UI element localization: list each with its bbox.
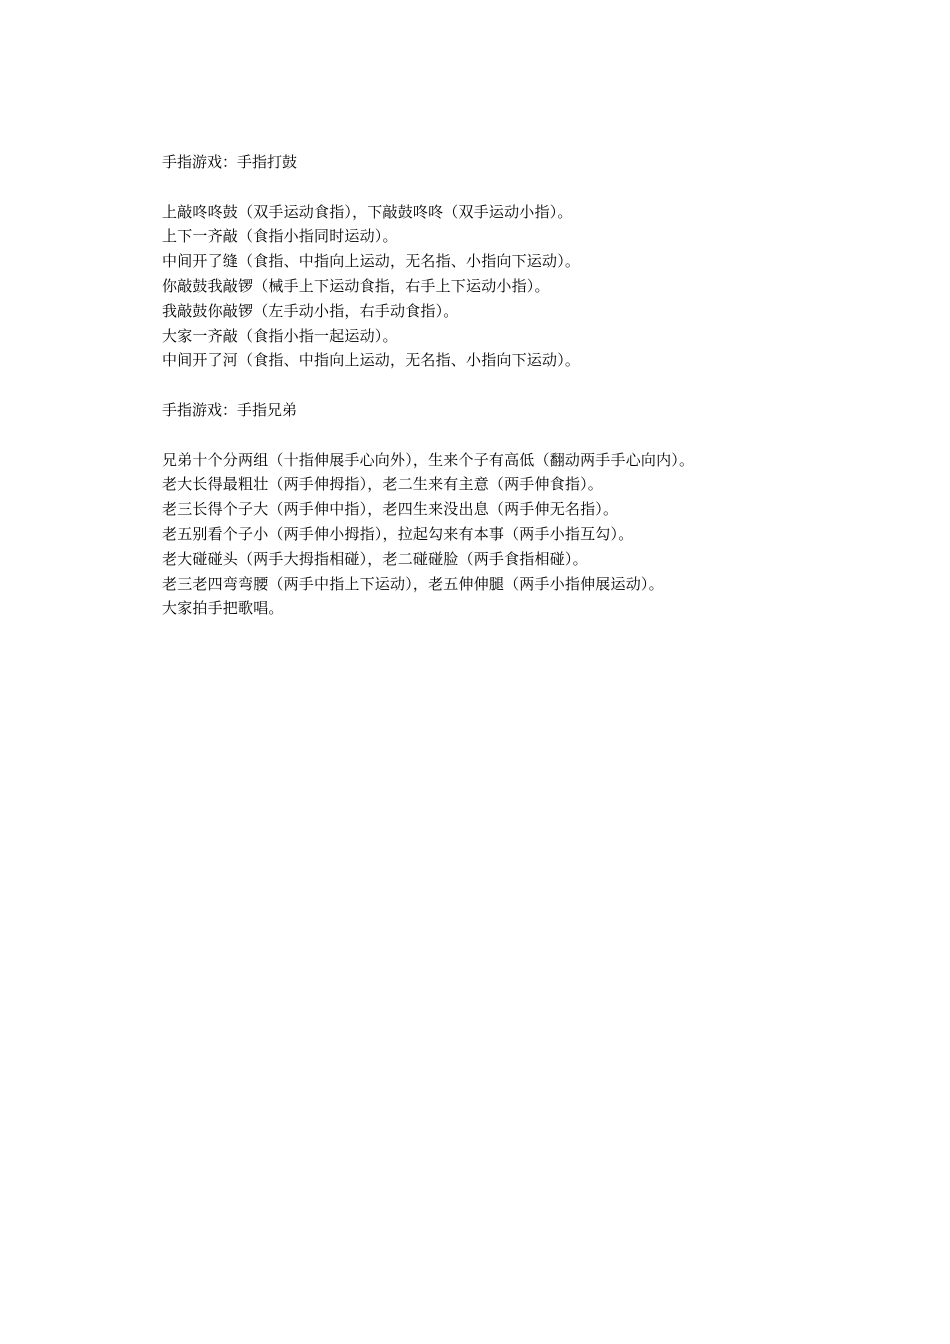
text-line: 老三老四弯弯腰（两手中指上下运动），老五伸伸腿（两手小指伸展运动）。 (162, 574, 664, 593)
document-body (162, 150, 862, 621)
text-line: 中间开了缝（食指、中指向上运动，无名指、小指向下运动）。 (162, 252, 581, 271)
text-line: 你敲鼓我敲锣（械手上下运动食指，右手上下运动小指）。 (162, 276, 550, 295)
section-title-finger-drum: 手指游戏：手指打鼓 (162, 153, 298, 171)
text-line: 老大碰碰头（两手大拇指相碰），老二碰碰脸（两手食指相碰）。 (162, 549, 588, 568)
text-line: 兄弟十个分两组（十指伸展手心向外），生来个子有高低（翻动两手手心向内）。 (162, 450, 695, 469)
text-line: 中间开了河（食指、中指向上运动，无名指、小指向下运动）。 (162, 351, 581, 370)
text-line: 老三长得个子大（两手伸中指），老四生来没出息（两手伸无名指）。 (162, 500, 619, 519)
text-line: 老五别看个子小（两手伸小拇指），拉起勾来有本事（两手小指互勾）。 (162, 524, 634, 543)
text-line: 我敲鼓你敲锣（左手动小指，右手动食指）。 (162, 301, 459, 320)
blank-line (162, 175, 862, 200)
text-line: 老大长得最粗壮（两手伸拇指），老二生来有主意（两手伸食指）。 (162, 475, 604, 494)
text-line: 大家拍手把歌唱。 (162, 599, 284, 618)
text-line: 上敲咚咚鼓（双手运动食指），下敲鼓咚咚（双手运动小指）。 (162, 202, 573, 221)
blank-line (162, 423, 862, 448)
text-line: 上下一齐敲（食指小指同时运动）。 (162, 227, 398, 246)
blank-line (162, 373, 862, 398)
section-title-finger-brothers: 手指游戏：手指兄弟 (162, 400, 298, 419)
text-line: 大家一齐敲（食指小指一起运动）。 (162, 326, 398, 345)
